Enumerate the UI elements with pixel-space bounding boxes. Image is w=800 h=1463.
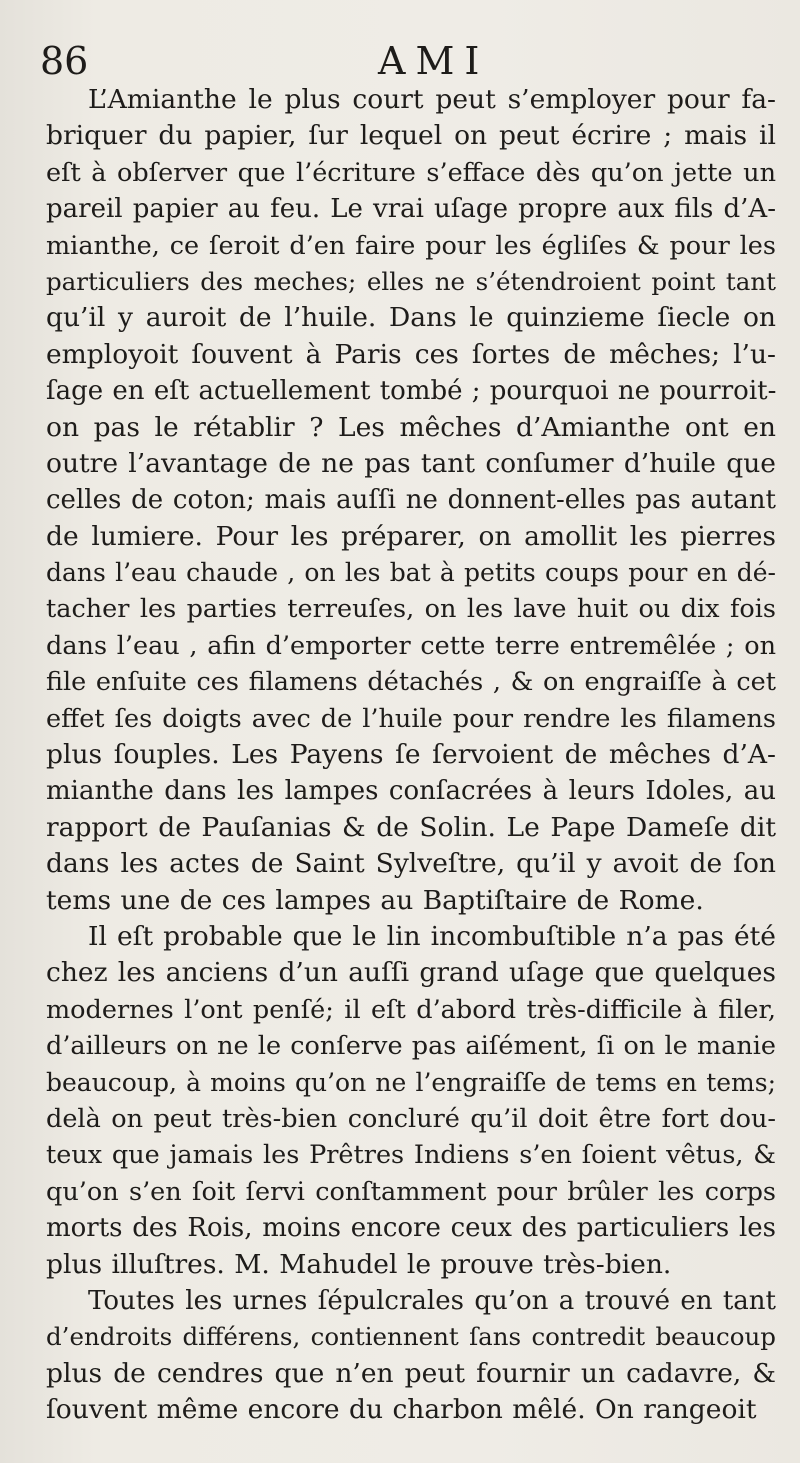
text-line: ſouvent même encore du charbon mêlé. On rangeoit (46, 1394, 757, 1426)
text-line: Toutes les urnes ſépulcrales qu’on a trouvé en tant (88, 1285, 776, 1316)
text-line: celles de coton; mais auſſi ne donnent-elles pas autant (46, 485, 776, 516)
text-line: modernes l’ont penſé; il eſt d’abord très-difficile à filer, (46, 994, 776, 1025)
text-line: ſage en eſt actuellement tombé ; pourquoi ne pourroit- (46, 376, 777, 407)
text-line: mianthe, ce ſeroit d’en faire pour les égliſes & pour les (46, 230, 776, 261)
page-header (40, 36, 760, 86)
text-line: dans les actes de Saint Sylveſtre, qu’il y avoit de ſon (46, 848, 776, 880)
text-line: tems une de ces lampes au Baptiſtaire de Rome. (46, 884, 704, 916)
text-line: d’endroits différens, contiennent ſans contredit beaucoup (46, 1322, 776, 1352)
text-line: L’Amianthe le plus court peut s’employer pour fa- (88, 84, 776, 115)
text-line: mianthe dans les lampes conſacrées à leurs Idoles, au (46, 776, 776, 807)
paragraph (46, 82, 776, 919)
text-line: Il eſt probable que le lin incombuſtible n’a pas été (88, 920, 776, 952)
text-line: tacher les parties terreuſes, on les lave huit ou dix fois (46, 594, 776, 625)
text-line: on pas le rétablir ? Les mêches d’Amianthe ont en (46, 411, 776, 443)
text-line: outre l’avantage de ne pas tant conſumer d’huile que (46, 447, 776, 479)
text-line: chez les anciens d’un auſſi grand uſage que quelques (46, 957, 776, 989)
running-head: AMI (378, 39, 490, 83)
text-line: teux que jamais les Prêtres Indiens s’en ſoient vêtus, & (46, 1140, 776, 1171)
text-line: plus illuſtres. M. Mahudel le prouve très-bien. (46, 1248, 672, 1280)
text-line: qu’il y auroit de l’huile. Dans le quinzieme ſiecle on (46, 302, 776, 334)
text-line: briquer du papier, ſur lequel on peut écrire ; mais il (46, 120, 776, 152)
text-line: de lumiere. Pour les préparer, on amollit les pierres (46, 520, 776, 552)
body-text (46, 82, 776, 1428)
text-line: dans l’eau chaude , on les bat à petits coups pour en dé- (46, 558, 776, 588)
text-line: employoit ſouvent à Paris ces ſortes de mêches; l’u- (46, 338, 776, 370)
text-line: particuliers des meches; elles ne s’étendroient point tant (46, 266, 776, 296)
text-line: pareil papier au feu. Le vrai uſage propre aux fils d’A- (46, 194, 776, 225)
text-line: file enſuite ces filamens détachés , & on engraiſſe à cet (46, 667, 776, 698)
text-line: plus ſouples. Les Payens ſe ſervoient de mêches d’A- (46, 739, 776, 771)
paragraph (46, 919, 776, 1283)
text-line: eſt à obſerver que l’écriture s’efface dès qu’on jette un (46, 157, 776, 188)
text-line: effet ſes doigts avec de l’huile pour rendre les filamens (46, 703, 776, 734)
text-line: beaucoup, à moins qu’on ne l’engraiſſe de tems en tems; (46, 1067, 776, 1097)
text-line: delà on peut très-bien concluré qu’il doit être fort dou- (46, 1103, 776, 1134)
paragraph (46, 1283, 776, 1429)
text-line: d’ailleurs on ne le conſerve pas aiſément, ſi on le manie (46, 1031, 776, 1062)
text-line: plus de cendres que n’en peut fournir un cadavre, & (46, 1357, 776, 1389)
text-line: dans l’eau , afin d’emporter cette terre entremêlée ; on (46, 630, 776, 661)
page-number: 86 (40, 39, 89, 83)
text-line: qu’on s’en ſoit ſervi conſtamment pour brûler les corps (46, 1176, 776, 1207)
text-line: morts des Rois, moins encore ceux des particuliers les (46, 1213, 776, 1244)
text-line: rapport de Pauſanias & de Solin. Le Pape Dameſe dit (46, 811, 776, 843)
